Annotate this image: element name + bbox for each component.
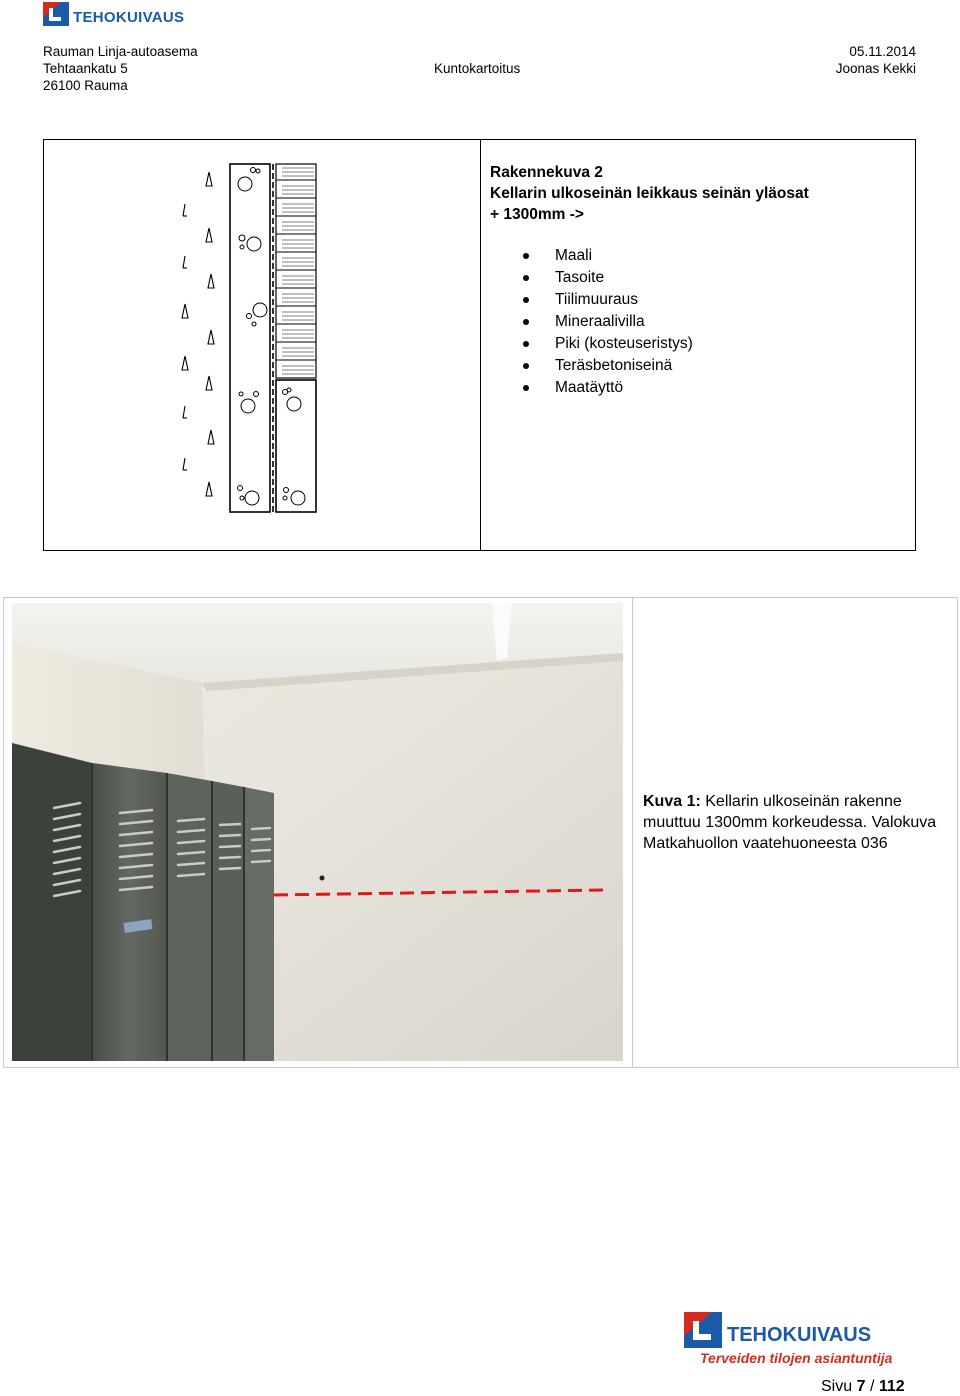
address-line-2: Tehtaankatu 5 [43,61,128,76]
layer-list-item: Maatäyttö [523,377,693,399]
figure-title-line-3: + 1300mm -> [490,206,584,223]
address-line-3: 26100 Rauma [43,78,128,93]
layer-list-item: Piki (kosteuseristys) [523,333,693,355]
page-separator: / [869,1378,875,1395]
page-current: 7 [856,1378,866,1395]
company-logo-text: TEHOKUIVAUS [73,9,185,26]
footer-logo-tagline: Terveiden tilojen asiantuntija [700,1350,893,1366]
footer-logo-icon [684,1312,722,1348]
layer-list-item: Mineraalivilla [523,311,693,333]
wall-section-drawing [172,158,322,518]
table-divider [480,139,481,551]
wall-section-svg [172,158,322,518]
page-total: 112 [878,1378,905,1395]
photo-caption [643,791,953,854]
layer-list-item: Maali [523,245,693,267]
company-logo [43,2,203,28]
page-prefix: Sivu [821,1378,853,1395]
address-line-1: Rauman Linja-autoasema [43,44,198,59]
figure-title-line-1: Rakennekuva 2 [490,164,603,181]
figure-title [490,162,809,225]
document-type: Kuntokartoitus [434,61,521,76]
photo-caption-label: Kuva 1: [643,793,701,810]
wardrobe-room-photo [12,603,623,1061]
layer-list-item: Tasoite [523,267,693,289]
photo-caption-text: Kellarin ulkoseinän rakenne muuttuu 1300mm korkeudessa. Valokuva Matkahuollon vaatehuoneesta 036 [643,793,937,852]
page-number [821,1378,905,1396]
figure-title-line-2: Kellarin ulkoseinän leikkaus seinän yläosat [490,185,809,202]
document-author: Joonas Kekki [835,61,916,76]
layer-list-item: Teräsbetoniseinä [523,355,693,377]
layer-list [523,245,693,399]
layer-list-item: Tiilimuuraus [523,289,693,311]
footer-logo [684,1312,914,1372]
document-date: 05.11.2014 [849,44,916,59]
wardrobe-room-photo-image [12,603,623,1061]
footer-logo-text: TEHOKUIVAUS [727,1324,872,1346]
photo-table-divider [632,597,633,1068]
company-logo-icon [43,2,69,26]
